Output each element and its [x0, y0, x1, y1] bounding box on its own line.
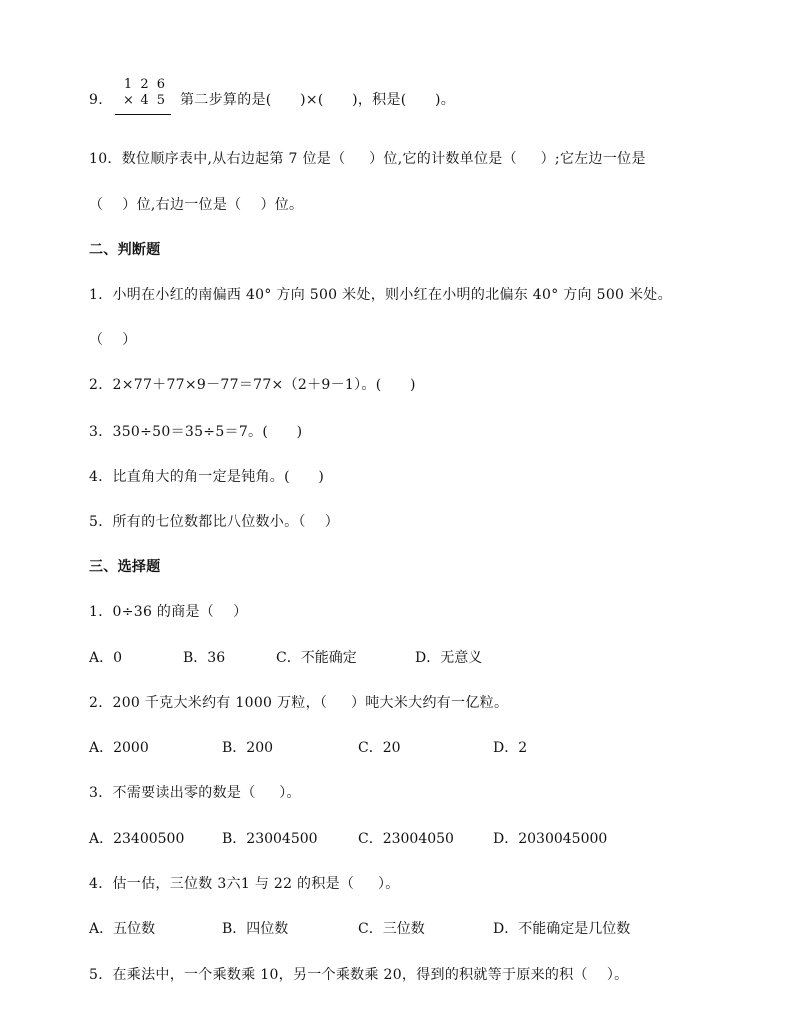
q10-line2: （ ）位,右边一位是（ ）位。 — [89, 197, 304, 213]
choice-q5-stem: 5．在乘法中，一个乘数乘 10，另一个乘数乘 20，得到的积就等于原来的积（ ）。 — [89, 967, 629, 983]
choice-q4-stem: 4．估一估，三位数 3六1 与 22 的积是（ ）。 — [89, 876, 400, 892]
q10-line1: 10．数位顺序表中,从右边起第 7 位是（ ）位,它的计数单位是（ ）;它左边一位是 — [89, 151, 646, 167]
times-sign: × — [123, 93, 134, 108]
top-operand: 1 2 6 — [123, 77, 167, 92]
bottom-operand: 4 5 — [140, 93, 167, 108]
choice-q4-option-c: C．三位数 — [358, 921, 425, 937]
multiplication-rule — [115, 114, 171, 115]
choice-q4-option-a: A．五位数 — [89, 921, 156, 937]
choice-q2-option-b: B．200 — [222, 740, 274, 756]
judge-item-2: 2．2×77＋77×9－77＝77×（2＋9－1）。( ) — [89, 377, 416, 393]
judge-item-5: 5．所有的七位数都比八位数小。（ ） — [89, 514, 340, 530]
judge-item-1: 1．小明在小红的南偏西 40° 方向 500 米处，则小红在小明的北偏东 40° 方向 500 米处。 — [89, 287, 672, 303]
choice-q2-option-c: C．20 — [358, 740, 401, 756]
judge-item-1-paren: （ ） — [89, 332, 137, 348]
choice-q3-option-d: D．2030045000 — [493, 831, 608, 847]
q9-text: 第二步算的是( )×( )，积是( )。 — [180, 92, 456, 108]
judge-item-4: 4．比直角大的角一定是钝角。( ) — [89, 469, 325, 485]
vertical-multiplication — [115, 77, 171, 117]
choice-q4-option-d: D．不能确定是几位数 — [493, 921, 631, 937]
choice-q2-option-a: A．2000 — [89, 740, 149, 756]
section2-title: 二、判断题 — [89, 242, 161, 258]
choice-q2-stem: 2．200 千克大米约有 1000 万粒，（ ）吨大米大约有一亿粒。 — [89, 695, 509, 711]
choice-q3-stem: 3．不需要读出零的数是（ ）。 — [89, 785, 301, 801]
choice-q3-option-c: C．23004050 — [358, 831, 454, 847]
choice-q3-option-b: B．23004500 — [222, 831, 318, 847]
choice-q2-option-d: D．2 — [493, 740, 528, 756]
judge-item-3: 3．350÷50＝35÷5＝7。( ) — [89, 424, 303, 440]
choice-q4-option-b: B．四位数 — [222, 921, 289, 937]
choice-q1-option-b: B．36 — [183, 650, 226, 666]
choice-q1-option-a: A．0 — [89, 650, 123, 666]
section3-title: 三、选择题 — [89, 559, 161, 575]
q9-number: 9. — [89, 92, 103, 108]
choice-q1-option-d: D．无意义 — [415, 650, 483, 666]
choice-q3-option-a: A．23400500 — [89, 831, 185, 847]
choice-q1-option-c: C．不能确定 — [276, 650, 357, 666]
choice-q1-stem: 1．0÷36 的商是（ ） — [89, 604, 248, 620]
